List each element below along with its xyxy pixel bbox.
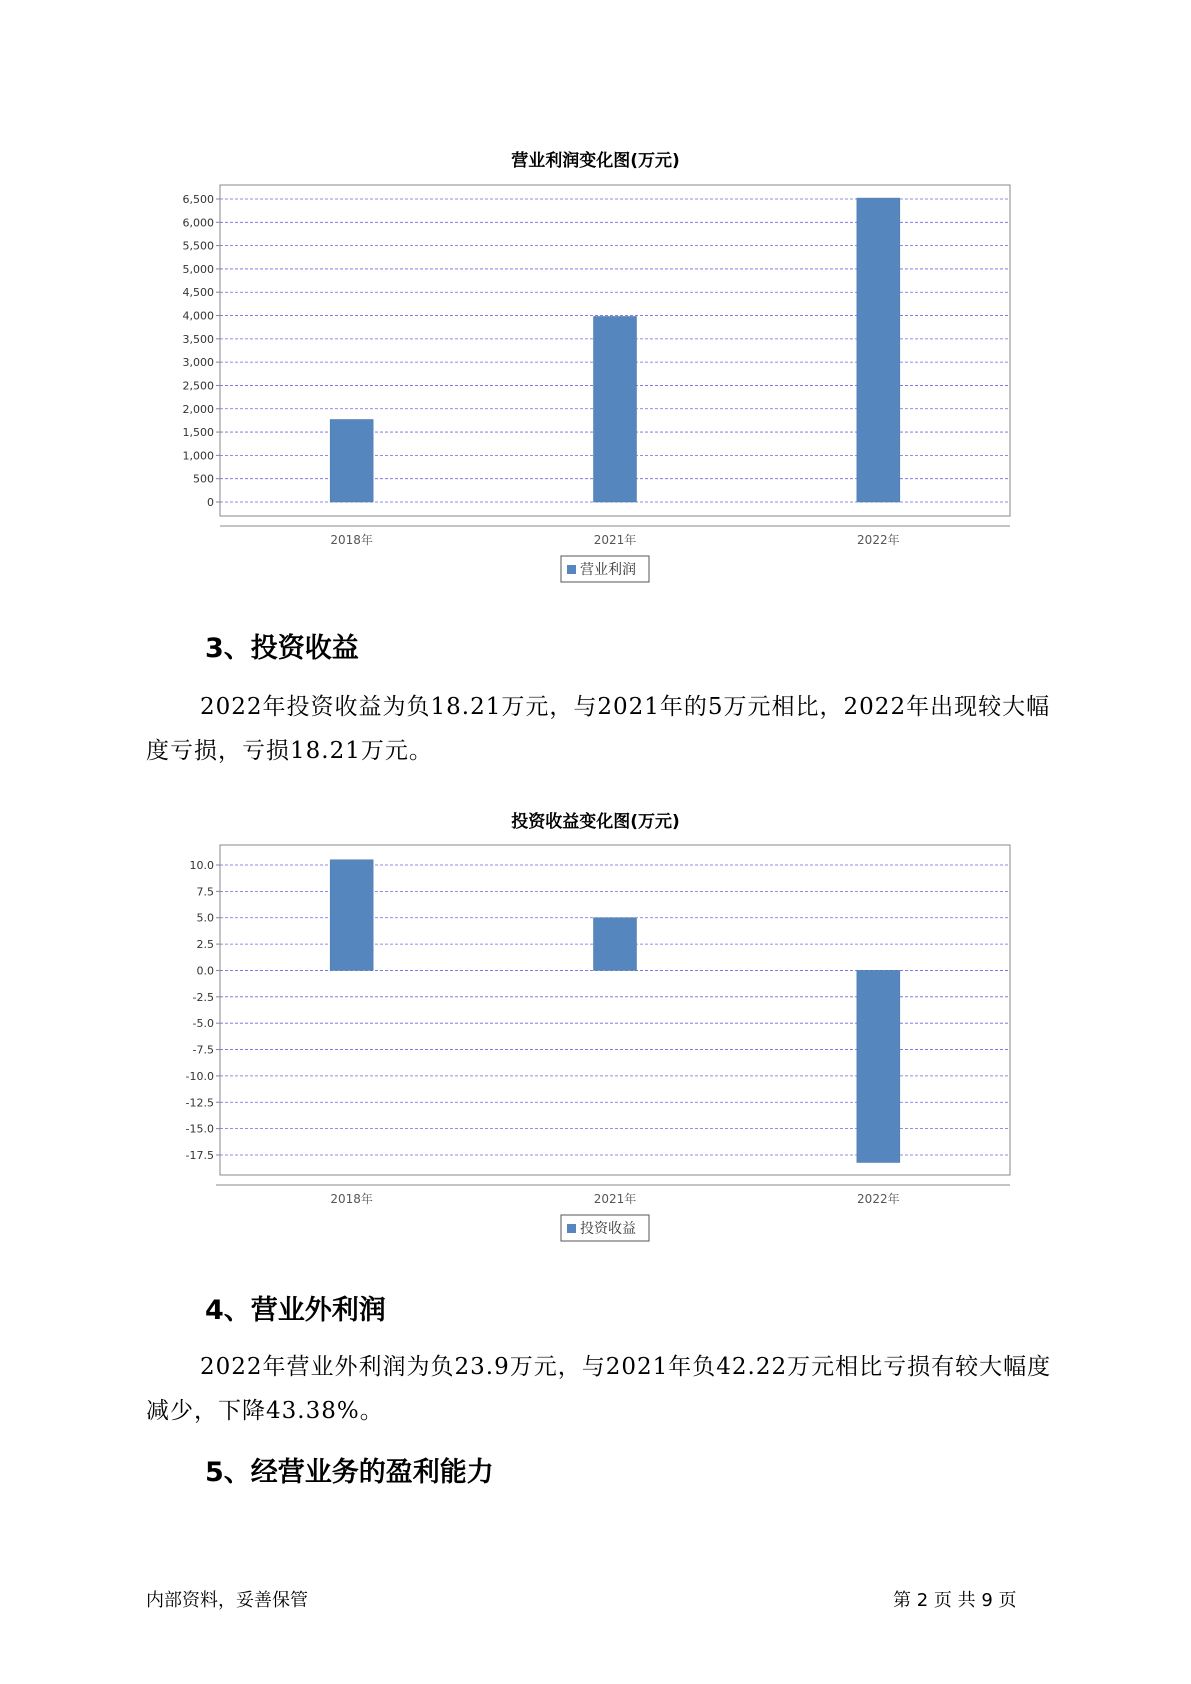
footer-page-number: 第 2 页 共 9 页	[893, 1590, 1017, 1611]
chart1-x-tick-label: 2018年	[330, 533, 373, 547]
chart1-y-tick-label: 1,000	[182, 449, 214, 463]
chart1-bar-2018年	[330, 419, 373, 502]
chart2-bar-2021年	[594, 918, 637, 971]
section4-heading: 4、营业外利润	[205, 1295, 386, 1326]
chart1-legend-label: 营业利润	[580, 562, 636, 578]
chart1-y-tick-label: 3,500	[182, 332, 214, 346]
chart1-y-tick-label: 6,500	[182, 193, 214, 206]
chart1-x-tick-label: 2021年	[593, 533, 637, 547]
chart1-y-tick-label: 2,000	[182, 402, 214, 416]
chart1-y-tick-label: 0	[207, 496, 214, 509]
chart2-y-tick-label: 5.0	[196, 911, 214, 925]
chart1-y-tick-label: 5,500	[182, 239, 214, 253]
footer-confidential-note: 内部资料，妥善保管	[146, 1590, 308, 1611]
chart2-y-tick-label: -5.0	[192, 1017, 214, 1031]
chart2-y-tick-label: -15.0	[185, 1122, 214, 1136]
chart2-y-tick-label: -12.5	[185, 1096, 214, 1110]
chart2-y-tick-label: 0.0	[196, 964, 214, 978]
chart2-y-tick-label: -7.5	[192, 1043, 214, 1057]
chart1-y-tick-label: 500	[193, 472, 214, 486]
chart2-y-tick-label: -2.5	[192, 990, 214, 1004]
investment-income-chart	[150, 838, 1050, 1258]
chart2-x-tick-label: 2021年	[593, 1192, 637, 1206]
chart1-title: 营业利润变化图(万元)	[511, 151, 680, 171]
chart2-y-tick-label: -10.0	[185, 1069, 214, 1083]
chart2-title: 投资收益变化图(万元)	[511, 812, 680, 832]
chart1-y-tick-label: 2,500	[182, 379, 214, 393]
chart1-legend-swatch	[567, 565, 576, 574]
chart1-bar-2021年	[594, 316, 637, 502]
chart1-y-tick-label: 4,000	[182, 309, 214, 323]
chart1-y-tick-label: 5,000	[182, 262, 214, 276]
operating-profit-chart	[150, 175, 1050, 595]
section4-paragraph: 2022年营业外利润为负23.9万元，与2021年负42.22万元相比亏损有较大幅度减少，下降43.38%。	[146, 1354, 1052, 1424]
chart1-y-tick-label: 1,500	[182, 426, 214, 440]
section5-heading: 5、经营业务的盈利能力	[205, 1457, 494, 1488]
chart1-y-tick-label: 6,000	[182, 216, 214, 230]
chart2-legend-swatch	[567, 1224, 576, 1233]
section3-heading: 3、投资收益	[205, 633, 359, 664]
chart2-y-tick-label: -17.5	[185, 1149, 214, 1162]
chart2-x-tick-label: 2018年	[330, 1192, 373, 1206]
chart2-y-tick-label: 10.0	[189, 859, 214, 872]
chart2-bar-2018年	[330, 860, 373, 971]
chart2-legend-label: 投资收益	[580, 1221, 636, 1237]
chart1-x-tick-label: 2022年	[857, 533, 900, 547]
chart1-bar-2022年	[857, 198, 900, 502]
chart2-x-tick-label: 2022年	[857, 1192, 900, 1206]
section3-paragraph: 2022年投资收益为负18.21万元，与2021年的5万元相比，2022年出现较大幅度亏损，亏损18.21万元。	[146, 694, 1051, 764]
chart2-y-tick-label: 2.5	[196, 938, 214, 952]
chart1-y-tick-label: 4,500	[182, 286, 214, 300]
chart2-y-tick-label: 7.5	[196, 885, 214, 899]
chart1-y-tick-label: 3,000	[182, 356, 214, 370]
chart2-bar-2022年	[857, 970, 900, 1162]
